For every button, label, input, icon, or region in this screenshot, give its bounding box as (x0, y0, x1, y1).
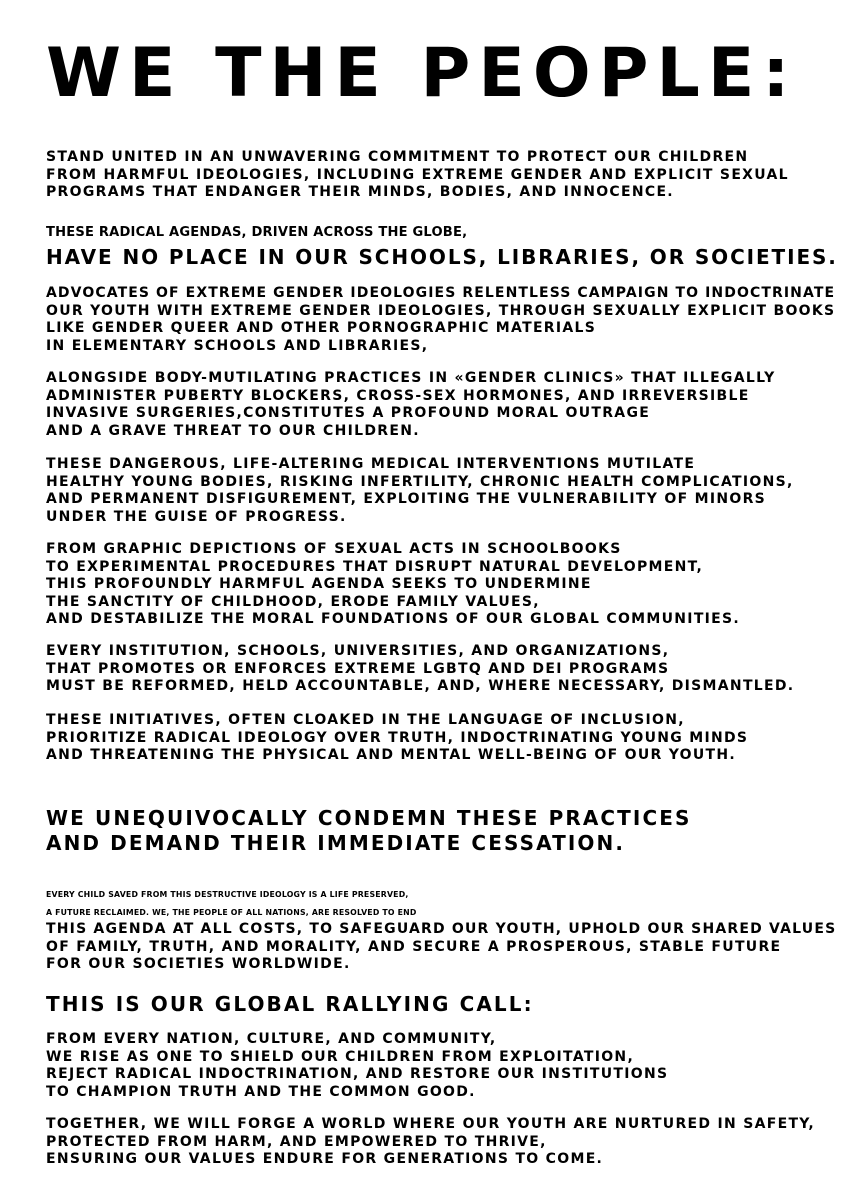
paragraph-line: ADMINISTER PUBERTY BLOCKERS, CROSS-SEX HORMONES, AND IRREVERSIBLE (46, 387, 750, 404)
heading-line: WE UNEQUIVOCALLY CONDEMN THESE PRACTICES (46, 806, 692, 830)
paragraph-advocates (46, 285, 835, 355)
heading-rallying-call (46, 992, 534, 1017)
heading-line: THIS IS OUR GLOBAL RALLYING CALL: (46, 992, 534, 1016)
paragraph-body-mutilating (46, 370, 776, 440)
paragraph-line: TO CHAMPION TRUTH AND THE COMMON GOOD. (46, 1083, 476, 1100)
page-title: WE THE PEOPLE: (46, 34, 798, 113)
heading-radical-agendas (46, 220, 838, 270)
heading-condemn (46, 806, 692, 856)
paragraph-line: ALONGSIDE BODY-MUTILATING PRACTICES IN «GENDER CLINICS» THAT ILLEGALLY (46, 370, 776, 386)
paragraph-line: OF FAMILY, TRUTH, AND MORALITY, AND SECURE A PROSPEROUS, STABLE FUTURE (46, 938, 782, 955)
paragraph-line: PROTECTED FROM HARM, AND EMPOWERED TO THRIVE, (46, 1133, 547, 1150)
paragraph-line: ADVOCATES OF EXTREME GENDER IDEOLOGIES RELENTLESS CAMPAIGN TO INDOCTRINATE (46, 285, 836, 301)
paragraph-line: INVASIVE SURGERIES,CONSTITUTES A PROFOUND MORAL OUTRAGE (46, 405, 651, 421)
paragraph-line: ENSURING OUR VALUES ENDURE FOR GENERATIONS TO COME. (46, 1151, 604, 1167)
paragraph-line: FROM GRAPHIC DEPICTIONS OF SEXUAL ACTS IN SCHOOLBOOKS (46, 541, 622, 557)
paragraph-line: THE SANCTITY OF CHILDHOOD, ERODE FAMILY VALUES, (46, 593, 540, 610)
paragraph-line: PRIORITIZE RADICAL IDEOLOGY OVER TRUTH, INDOCTRINATING YOUNG MINDS (46, 729, 749, 746)
paragraph-line: THIS AGENDA AT ALL COSTS, TO SAFEGUARD OUR YOUTH, UPHOLD OUR SHARED VALUES (46, 921, 837, 937)
intro-line: FROM HARMFUL IDEOLOGIES, INCLUDING EXTREME GENDER AND EXPLICIT SEXUAL (46, 166, 789, 183)
heading-line: HAVE NO PLACE IN OUR SCHOOLS, LIBRARIES, OR SOCIETIES. (46, 245, 838, 269)
paragraph-line: REJECT RADICAL INDOCTRINATION, AND RESTORE OUR INSTITUTIONS (46, 1066, 669, 1082)
paragraph-line: TO EXPERIMENTAL PROCEDURES THAT DISRUPT NATURAL DEVELOPMENT, (46, 558, 704, 575)
paragraph-line: THESE INITIATIVES, OFTEN CLOAKED IN THE LANGUAGE OF INCLUSION, (46, 712, 685, 728)
paragraph-line: AND A GRAVE THREAT TO OUR CHILDREN. (46, 422, 420, 439)
paragraph-line: AND PERMANENT DISFIGUREMENT, EXPLOITING THE VULNERABILITY OF MINORS (46, 491, 767, 507)
paragraph-every-child (46, 886, 836, 974)
paragraph-every-nation (46, 1031, 668, 1101)
paragraph-line: FOR OUR SOCIETIES WORLDWIDE. (46, 956, 351, 972)
paragraph-together (46, 1116, 815, 1169)
intro-line: PROGRAMS THAT ENDANGER THEIR MINDS, BODIES, AND INNOCENCE. (46, 184, 674, 200)
paragraph-line: HEALTHY YOUNG BODIES, RISKING INFERTILITY, CHRONIC HEALTH COMPLICATIONS, (46, 473, 794, 490)
paragraph-line: AND THREATENING THE PHYSICAL AND MENTAL WELL-BEING OF OUR YOUTH. (46, 747, 737, 763)
paragraph-line: EVERY INSTITUTION, SCHOOLS, UNIVERSITIES, AND ORGANIZATIONS, (46, 643, 670, 659)
paragraph-line: UNDER THE GUISE OF PROGRESS. (46, 508, 347, 525)
heading-line: AND DEMAND THEIR IMMEDIATE CESSATION. (46, 831, 626, 855)
paragraph-line: THESE DANGEROUS, LIFE-ALTERING MEDICAL INTERVENTIONS MUTILATE (46, 456, 696, 472)
paragraph-line: THIS PROFOUNDLY HARMFUL AGENDA SEEKS TO UNDERMINE (46, 576, 592, 592)
paragraph-line: WE RISE AS ONE TO SHIELD OUR CHILDREN FROM EXPLOITATION, (46, 1048, 635, 1065)
paragraph-line: A FUTURE RECLAIMED. WE, THE PEOPLE OF ALL NATIONS, ARE RESOLVED TO END (46, 907, 417, 917)
paragraph-line: FROM EVERY NATION, CULTURE, AND COMMUNITY, (46, 1031, 497, 1047)
intro-paragraph (46, 149, 789, 202)
paragraph-graphic-depictions (46, 541, 740, 629)
paragraph-every-institution (46, 643, 794, 696)
paragraph-line: OUR YOUTH WITH EXTREME GENDER IDEOLOGIES, THROUGH SEXUALLY EXPLICIT BOOKS (46, 302, 836, 319)
paragraph-line: LIKE GENDER QUEER AND OTHER PORNOGRAPHIC MATERIALS (46, 320, 597, 336)
paragraph-line: EVERY CHILD SAVED FROM THIS DESTRUCTIVE IDEOLOGY IS A LIFE PRESERVED, (46, 890, 409, 899)
paragraph-dangerous-interventions (46, 456, 794, 526)
paragraph-line: THAT PROMOTES OR ENFORCES EXTREME LGBTQ AND DEI PROGRAMS (46, 660, 670, 677)
paragraph-line: TOGETHER, WE WILL FORGE A WORLD WHERE OUR YOUTH ARE NURTURED IN SAFETY, (46, 1116, 816, 1132)
heading-line: THESE RADICAL AGENDAS, DRIVEN ACROSS THE GLOBE, (46, 225, 468, 240)
paragraph-line: AND DESTABILIZE THE MORAL FOUNDATIONS OF OUR GLOBAL COMMUNITIES. (46, 611, 741, 627)
paragraph-line: MUST BE REFORMED, HELD ACCOUNTABLE, AND, WHERE NECESSARY, DISMANTLED. (46, 678, 795, 694)
paragraph-line: IN ELEMENTARY SCHOOLS AND LIBRARIES, (46, 337, 429, 354)
intro-line: STAND UNITED IN AN UNWAVERING COMMITMENT TO PROTECT OUR CHILDREN (46, 149, 749, 165)
paragraph-initiatives (46, 712, 748, 765)
